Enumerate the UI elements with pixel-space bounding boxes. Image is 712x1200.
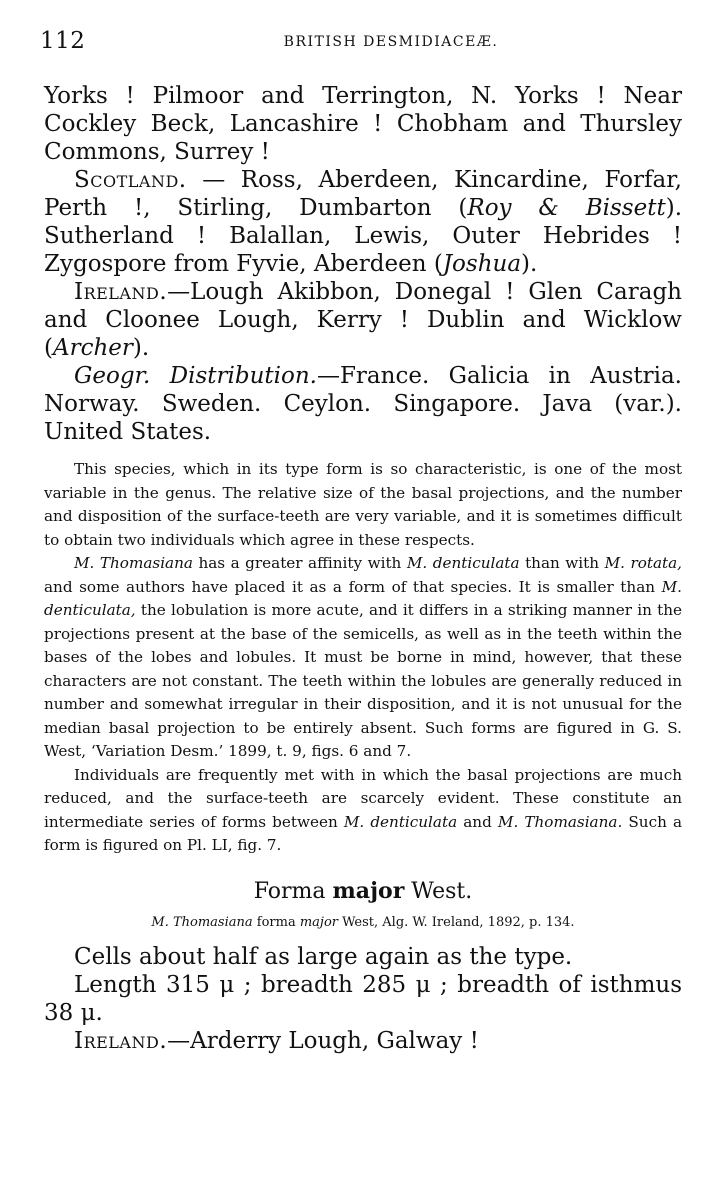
region-label-scotland: Scotland. xyxy=(74,167,187,193)
forma-heading-post: West. xyxy=(404,878,473,904)
note-text: and some authors have placed it as a form of that species. It is smaller than xyxy=(44,577,662,596)
note-paragraph-2 xyxy=(44,552,682,764)
page-header xyxy=(40,28,682,58)
forma-heading-pre: Forma xyxy=(253,878,333,904)
forma-dimensions: Length 315 μ ; breadth 285 μ ; breadth of isthmus 38 μ. xyxy=(44,971,682,1026)
scotland-text-1: — Ross, Aberdeen, Kincardine, Forfar, Perth !, Stirling, Dumbarton ( xyxy=(44,167,682,221)
note-text: and xyxy=(457,812,498,831)
geogr-label: Geogr. Distribution. xyxy=(74,363,317,389)
note-text: than with xyxy=(519,554,605,572)
forma-distribution-ireland xyxy=(44,1027,682,1055)
geogr-text: —France. Galicia in Austria. Norway. Sweden. Ceylon. Singapore. Java (var.). United States. xyxy=(44,363,682,445)
citation-text: forma xyxy=(252,914,300,930)
citation-text: West, Alg. W. Ireland, 1892, p. 134. xyxy=(338,914,575,930)
species-name: M. denticulata xyxy=(343,812,458,831)
note-text: Individuals are frequently met with in which the basal projections are much reduced, and the surface-teeth are scarcely evident. These constitute an intermediate series of forms between xyxy=(44,765,682,831)
citation-species: M. Thomasiana xyxy=(151,914,253,930)
note-text: has a greater affinity with xyxy=(192,554,407,572)
note-text: the lobulation is more acute, and it differs in a striking manner in the projections present at the base of the semicells, as well as in the teeth within the bases of the lobes and lobules. It must be borne in mind, however, that these characters are not constant. The teeth within the lobules are generally reduced in number and somewhat irregular in their disposition, and it is not unusual for the median basal projection to be entirely absent. Such forms are figured in G. S. West, ‘Variation Desm.’ 1899, t. 9, figs. 6 and 7. xyxy=(44,601,682,760)
scotland-collector-2: Joshua xyxy=(442,251,522,277)
forma-citation xyxy=(44,913,682,933)
citation-forma: major xyxy=(299,914,338,930)
ireland-text-2: ). xyxy=(132,335,150,361)
scotland-text-3: ). xyxy=(521,251,538,277)
geographic-distribution xyxy=(44,362,682,446)
distribution-scotland xyxy=(44,166,682,278)
forma-ireland-text: —Arderry Lough, Galway ! xyxy=(167,1027,479,1054)
page-number: 112 xyxy=(40,28,86,54)
species-name: M. denticulata xyxy=(406,554,520,572)
species-name: M. denticulata, xyxy=(44,577,682,619)
note-text: Such a form is figured on Pl. LI, fig. 7. xyxy=(44,812,683,854)
species-name: M. rotata, xyxy=(604,554,682,572)
distribution-england-continued: Yorks ! Pilmoor and Terrington, N. Yorks ! Near Cockley Beck, Lancashire ! Chobham and Thursley Commons, Surrey ! xyxy=(44,83,682,165)
species-name: M. Thomasiana xyxy=(74,554,193,572)
forma-description: Cells about half as large again as the type. xyxy=(74,943,573,970)
region-label-ireland: Ireland. xyxy=(74,279,168,305)
scotland-text-2: ). Sutherland ! Balallan, Lewis, Outer Hebrides ! Zygospore from Fyvie, Aberdeen ( xyxy=(44,195,683,277)
ireland-text-1: —Lough Akibbon, Donegal ! Glen Caragh and Cloonee Lough, Kerry ! Dublin and Wicklow ( xyxy=(44,279,682,361)
scotland-collectors: Roy & Bissett xyxy=(467,195,666,221)
forma-heading xyxy=(44,876,682,907)
distribution-ireland xyxy=(44,278,682,362)
note-paragraph-3 xyxy=(44,764,682,858)
ireland-collector: Archer xyxy=(52,335,133,361)
region-label-ireland: Ireland. xyxy=(74,1027,168,1054)
note-paragraph-1: This species, which in its type form is so characteristic, is one of the most variable in the genus. The relative size of the basal projections, and the number and disposition of the surface-teeth are very variable, and it is sometimes difficult to obtain two individuals which agree in these respects. xyxy=(44,460,682,549)
species-name: M. Thomasiana. xyxy=(497,812,623,831)
page-body xyxy=(44,82,682,1055)
forma-heading-name: major xyxy=(332,877,405,904)
running-head: BRITISH DESMIDIACEÆ. xyxy=(283,34,499,50)
